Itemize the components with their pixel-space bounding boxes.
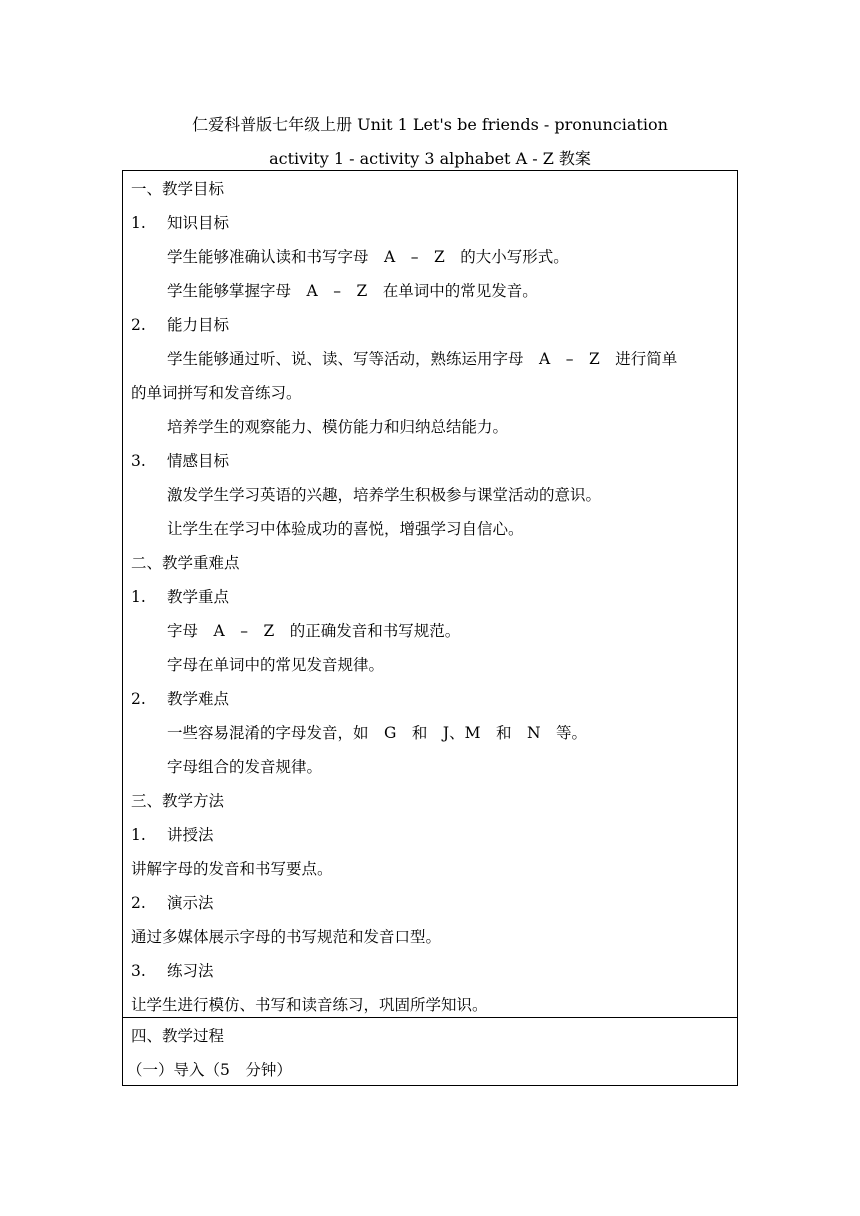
section-heading-process: 四、教学过程: [131, 1027, 225, 1045]
subheading-difficult: [131, 689, 229, 709]
section-heading-objectives: 一、教学目标: [131, 180, 225, 198]
subheading-label: 讲授法: [167, 826, 214, 844]
paragraph: 一些容易混淆的字母发音，如 G 和 J、M 和 N 等。: [167, 724, 588, 742]
paragraph: 字母 A – Z 的正确发音和书写规范。: [167, 622, 461, 640]
subheading-number: 2.: [131, 690, 146, 708]
paragraph: 学生能够通过听、说、读、写等活动，熟练运用字母 A – Z 进行简单: [167, 350, 678, 368]
subheading-knowledge: [131, 213, 229, 233]
subheading-number: 3.: [131, 452, 146, 470]
paragraph: 通过多媒体展示字母的书写规范和发音口型。: [131, 928, 442, 946]
paragraph: 学生能够准确认读和书写字母 A – Z 的大小写形式。: [167, 248, 569, 266]
section-heading-methods: 三、教学方法: [131, 792, 225, 810]
paragraph: 讲解字母的发音和书写要点。: [131, 860, 333, 878]
section-heading-keypoints: 二、教学重难点: [131, 554, 240, 572]
subheading-key: [131, 587, 229, 607]
subheading-demo: [131, 893, 214, 913]
paragraph: 字母组合的发音规律。: [167, 758, 323, 776]
paragraph: 让学生进行模仿、书写和读音练习，巩固所学知识。: [131, 996, 488, 1014]
paragraph: 培养学生的观察能力、模仿能力和归纳总结能力。: [167, 418, 509, 436]
subheading-label: 知识目标: [167, 214, 230, 232]
doc-title-line-1: 仁爱科普版七年级上册 Unit 1 Let's be friends - pronunciation: [192, 115, 668, 134]
subheading-label: 教学重点: [167, 588, 230, 606]
paragraph: 让学生在学习中体验成功的喜悦，增强学习自信心。: [167, 520, 524, 538]
doc-title-line-2: activity 1 - activity 3 alphabet A - Z 教案: [269, 149, 591, 168]
subheading-label: 练习法: [167, 962, 214, 980]
subheading-number: 2.: [131, 894, 146, 912]
paragraph: 激发学生学习英语的兴趣，培养学生积极参与课堂活动的意识。: [167, 486, 602, 504]
paragraph: 字母在单词中的常见发音规律。: [167, 656, 385, 674]
subheading-label: 教学难点: [167, 690, 230, 708]
subheading-number: 1.: [131, 214, 146, 232]
subheading-ability: [131, 315, 229, 335]
subheading-number: 2.: [131, 316, 146, 334]
subheading-practice: [131, 961, 214, 981]
subheading-number: 1.: [131, 588, 146, 606]
lesson-table-cell-2: [122, 1017, 738, 1086]
subheading-number: 1.: [131, 826, 146, 844]
subheading-intro: （一）导入（5 分钟）: [127, 1061, 292, 1079]
paragraph: 学生能够掌握字母 A – Z 在单词中的常见发音。: [167, 282, 538, 300]
lesson-table-cell-1: [122, 170, 738, 1018]
subheading-emotion: [131, 451, 229, 471]
paragraph-continuation: 的单词拼写和发音练习。: [131, 384, 302, 402]
subheading-label: 演示法: [167, 894, 214, 912]
subheading-label: 能力目标: [167, 316, 230, 334]
subheading-label: 情感目标: [167, 452, 230, 470]
subheading-lecture: [131, 825, 214, 845]
subheading-number: 3.: [131, 962, 146, 980]
